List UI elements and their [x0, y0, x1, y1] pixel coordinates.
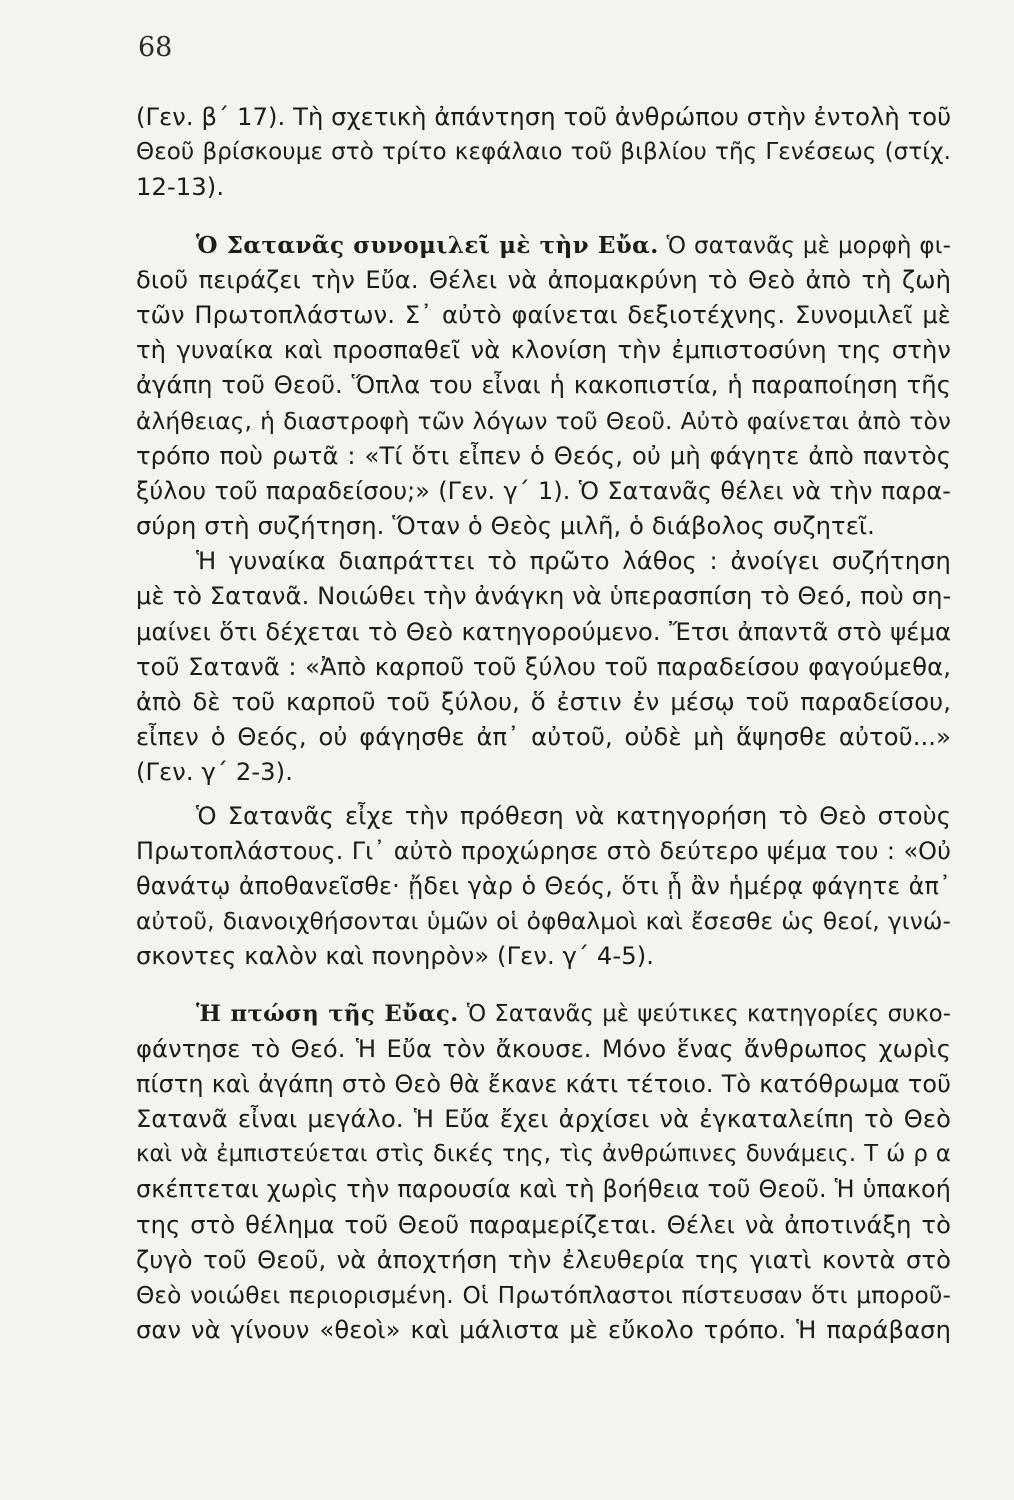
text-line: τρόπο ποὺ ρωτᾶ : «Τί ὅτι εἶπεν ὁ Θεός, οὐ μὴ φάγητε ἀπὸ παντὸς [136, 441, 951, 470]
text-line: φάντησε τὸ Θεό. Ἡ Εὔα τὸν ἄκουσε. Μόνο ἕνας ἄνθρωπος χωρὶς [136, 1034, 951, 1063]
text-line: Θεοῦ βρίσκουμε στὸ τρίτο κεφάλαιο τοῦ βιβλίου τῆς Γενέσεως (στίχ. [136, 139, 951, 166]
text-line: ἀπὸ δὲ τοῦ καρποῦ τοῦ ξύλου, ὅ ἐστιν ἐν μέσῳ τοῦ παραδείσου, [136, 688, 951, 716]
text-line: θανάτῳ ἀποθανεῖσθε· ᾔδει γὰρ ὁ Θεός, ὅτι ᾗ ἂν ἡμέρᾳ φάγητε ἀπ᾽ [136, 871, 951, 900]
text-line: εἶπεν ὁ Θεός, οὐ φάγησθε ἀπ᾽ αὐτοῦ, οὐδὲ μὴ ἅψησθε αὐτοῦ...» [136, 723, 951, 752]
text-line: σύρη στὴ συζήτηση. Ὅταν ὁ Θεὸς μιλῆ, ὁ διάβολος συζητεῖ. [136, 512, 875, 541]
text-line: 12-13). [136, 173, 225, 202]
text-line: τῶν Πρωτοπλάστων. Σ᾽ αὐτὸ φαίνεται δεξιοτέχνης. Συνομιλεῖ μὲ [136, 300, 951, 329]
text-line: διοῦ πειράζει τὴν Εὔα. Θέλει νὰ ἀπομακρύνη τὸ Θεὸ ἀπὸ τὴ ζωὴ [136, 265, 951, 294]
text-line: (Γεν. β΄ 17). Τὴ σχετικὴ ἀπάντηση τοῦ ἀνθρώπου στὴν ἐντολὴ τοῦ [136, 103, 952, 131]
section-heading: Ὁ Σατανᾶς συνομιλεῖ μὲ τὴν Εὔα. [196, 231, 659, 259]
paragraph-gap [136, 791, 951, 799]
text-line: σκέπτεται χωρὶς τὴν παρουσία καὶ τὴ βοήθεια τοῦ Θεοῦ. Ἡ ὑπακοή [136, 1175, 951, 1204]
section-heading-line [136, 228, 951, 263]
text-line: Ἡ γυναίκα διαπράττει τὸ πρῶτο λάθος : ἀνοίγει συζήτηση [196, 547, 951, 576]
text-line: (Γεν. γ΄ 2-3). [136, 758, 294, 787]
text-line: ζυγὸ τοῦ Θεοῦ, νὰ ἀποχτήση τὴν ἐλευθερία της γιατὶ κοντὰ στὸ [136, 1245, 951, 1274]
text-line: σκοντες καλὸν καὶ πονηρὸν» (Γεν. γ΄ 4-5). [136, 942, 655, 971]
text-line: καὶ νὰ ἐμπιστεύεται στὶς δικές της, τὶς ἀνθρώπινες δυνάμεις. Τ ώ ρ α [136, 1141, 951, 1168]
page-number: 68 [138, 32, 173, 63]
text-line: μαίνει ὅτι δέχεται τὸ Θεὸ κατηγορούμενο. Ἔτσι ἀπαντᾶ στὸ ψέμα [136, 617, 951, 646]
text-line: σαν νὰ γίνουν «θεοὶ» καὶ μάλιστα μὲ εὔκολο τρόπο. Ἡ παράβαση [136, 1316, 951, 1345]
section-heading-line [136, 997, 951, 1032]
text-line: ἀλήθειας, ἡ διαστροφὴ τῶν λόγων τοῦ Θεοῦ. Αὐτὸ φαίνεται ἀπὸ τὸν [136, 407, 951, 435]
text-line: ξύλου τοῦ παραδείσου;» (Γεν. γ΄ 1). Ὁ Σατανᾶς θέλει νὰ τὴν παρα- [136, 476, 951, 505]
text-line: μὲ τὸ Σατανᾶ. Νοιώθει τὴν ἀνάγκη νὰ ὑπερασπίση τὸ Θεό, ποὺ ση- [136, 582, 952, 611]
text-line: Ὁ Σατανᾶς εἶχε τὴν πρόθεση νὰ κατηγορήση τὸ Θεὸ στοὺς [196, 801, 951, 830]
section-heading: Ἡ πτώση τῆς Εὔας. [196, 1000, 459, 1027]
section-gap [136, 975, 951, 997]
text-line: της στὸ θέλημα τοῦ Θεοῦ παραμερίζεται. Θέλει νὰ ἀποτινάξη τὸ [136, 1210, 951, 1239]
text-span: Ὁ Σατανᾶς μὲ ψεύτικες κατηγορίες συκο- [466, 1000, 952, 1027]
text-line: Πρωτοπλάστους. Γι᾽ αὐτὸ προχώρησε στὸ δεύτερο ψέμα του : «Οὐ [136, 836, 951, 865]
text-line: τὴ γυναίκα καὶ προσπαθεῖ νὰ κλονίση τὴν ἐμπιστοσύνη της στὴν [136, 336, 951, 365]
text-line: πίστη καὶ ἀγάπη στὸ Θεὸ θὰ ἔκανε κάτι τέτοιο. Τὸ κατόθρωμα τοῦ [136, 1069, 951, 1098]
page-text [136, 100, 951, 1348]
text-span: Ὁ σατανᾶς μὲ μορφὴ φι- [666, 232, 951, 259]
text-line: Σατανᾶ εἶναι μεγάλο. Ἡ Εὔα ἔχει ἀρχίσει νὰ ἐγκαταλείπη τὸ Θεὸ [136, 1105, 951, 1134]
text-line: τοῦ Σατανᾶ : «Ἀπὸ καρποῦ τοῦ ξύλου τοῦ παραδείσου φαγούμεθα, [136, 652, 951, 681]
text-line: αὐτοῦ, διανοιχθήσονται ὑμῶν οἱ ὀφθαλμοὶ καὶ ἔσεσθε ὡς θεοί, γινώ- [136, 908, 951, 936]
text-line: ἀγάπη τοῦ Θεοῦ. Ὅπλα του εἶναι ἡ κακοπιστία, ἡ παραποίηση τῆς [136, 371, 951, 400]
section-gap [136, 206, 951, 228]
text-line: Θεὸ νοιώθει περιορισμένη. Οἱ Πρωτόπλαστοι πίστευσαν ὅτι μποροῦ- [136, 1282, 951, 1309]
